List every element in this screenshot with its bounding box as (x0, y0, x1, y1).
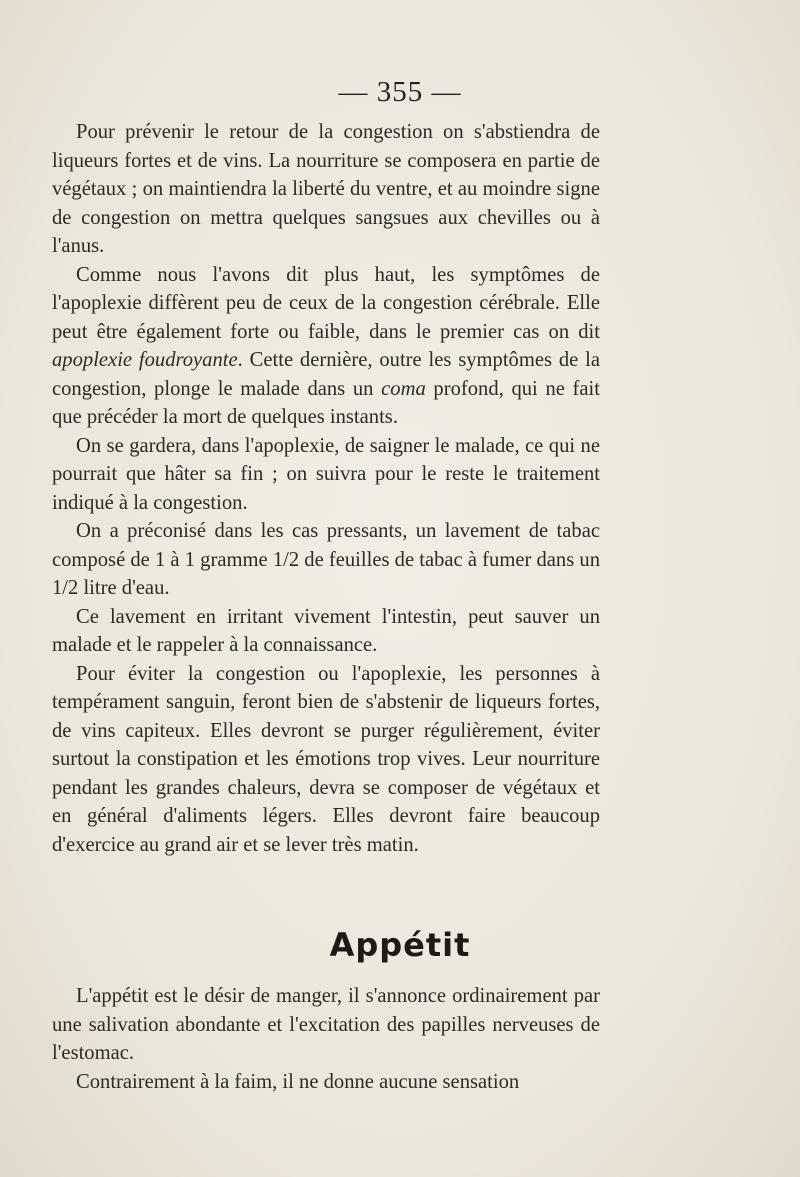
paragraph-appetit-definition: L'appétit est le désir de manger, il s'annonce ordinairement par une salivation abondante et l'excitation des papilles nerveuses de l'estomac. (52, 985, 600, 1064)
paragraph-appetit-contrast: Contrairement à la faim, il ne donne aucune sensation (76, 1070, 520, 1093)
term-coma: coma (381, 377, 426, 400)
paragraph-lavement-effet: Ce lavement en irritant vivement l'intestin, peut sauver un malade et le rappeler à la connaissance. (52, 605, 600, 656)
paragraph-congestion-prevention: Pour prévenir le retour de la congestion on s'abstiendra de liqueurs fortes et de vins. La nourriture se composera en partie de végétaux ; on maintiendra la liberté du ventre, et au moindre signe de congestion on mettra quelques sangsues aux chevilles ou à l'anus. (52, 121, 600, 257)
paragraph-apoplexie-symptoms (52, 261, 600, 432)
term-apoplexie-foudroyante: apoplexie foudroyante (52, 349, 238, 371)
body-text-top (52, 118, 600, 859)
paragraph-apoplexie-text-2: . Cette dernière, outre les symptômes de la congestion, plonge le malade dans un (52, 349, 600, 400)
paragraph-prevention-advice: Pour éviter la congestion ou l'apoplexie, les personnes à tempérament sanguin, feront bien de s'abstenir de liqueurs fortes, de vins capiteux. Elles devront se purger régulièrement, éviter surtout la constipation et les émotions trop vives. Leur nourriture pendant les grandes chaleurs, devra se composer de végétaux et en général d'aliments légers. Elles devront faire beaucoup d'exercice au grand air et se lever très matin. (52, 662, 600, 856)
body-text-bottom (52, 982, 600, 1096)
section-heading-appetit: Appétit (329, 926, 471, 964)
paragraph-lavement-tabac: On a préconisé dans les cas pressants, un lavement de tabac composé de 1 à 1 gramme 1/2 de feuilles de tabac à fumer dans un 1/2 litre d'eau. (52, 520, 600, 599)
paragraph-saignee: On se gardera, dans l'apoplexie, de saigner le malade, ce qui ne pourrait que hâter sa fin ; on suivra pour le reste le traitement indiqué à la congestion. (52, 434, 600, 514)
paragraph-apoplexie-text-3: profond, qui ne fait que précéder la mort de quelques instants. (52, 377, 600, 428)
page-number: — 355 — (338, 76, 462, 108)
paragraph-apoplexie-text-1: Comme nous l'avons dit plus haut, les symptômes de l'apoplexie diffèrent peu de ceux de la congestion cérébrale. Elle peut être également forte ou faible, dans le premier cas on dit (52, 263, 600, 343)
